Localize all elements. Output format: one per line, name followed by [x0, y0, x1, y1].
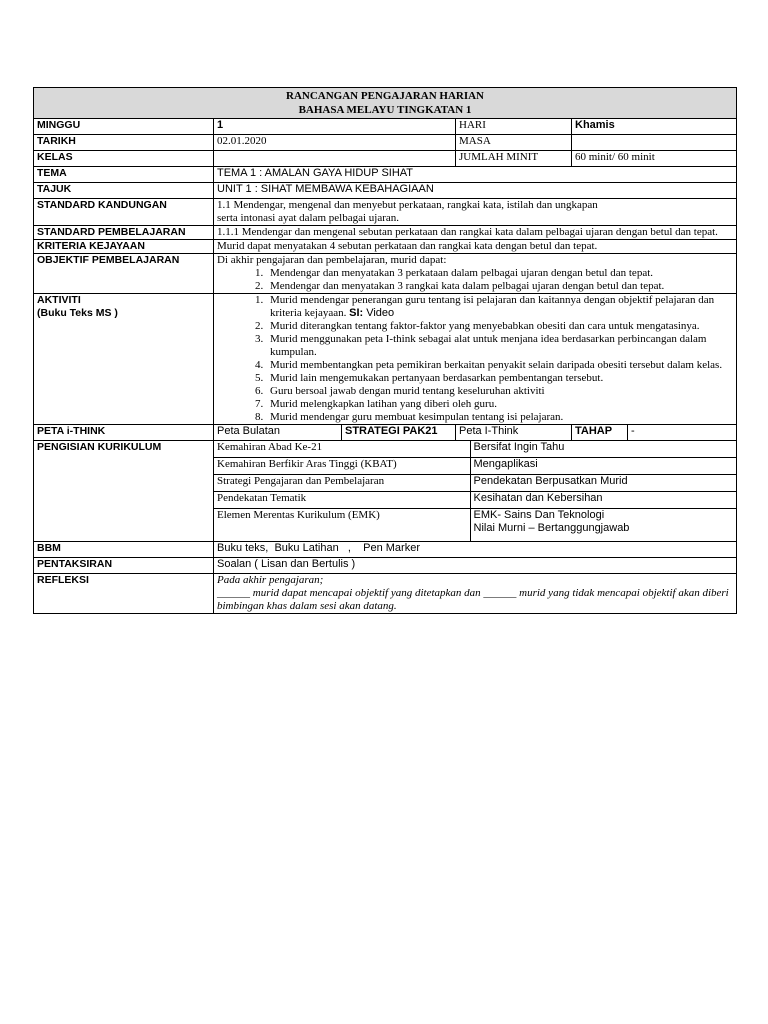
peta-row [34, 425, 737, 441]
aktiviti-content [214, 294, 737, 425]
kurikulum-content [214, 441, 737, 542]
objektif-intro: Di akhir pengajaran dan pembelajaran, murid dapat: [217, 254, 447, 266]
standard-pembelajaran-row [34, 226, 737, 240]
aktiviti-item: 6. Guru bersoal jawab dengan murid tentang keseluruhan aktiviti [266, 385, 733, 398]
lesson-plan-table [33, 87, 737, 614]
header-row [34, 88, 737, 119]
objektif-list [217, 267, 733, 293]
kelas-row [34, 151, 737, 167]
kriteria-label: KRITERIA KEJAYAAN [34, 240, 214, 254]
kurikulum-row [34, 441, 737, 542]
standard-pembelajaran-label: STANDARD PEMBELAJARAN [34, 226, 214, 240]
tajuk-label: TAJUK [34, 183, 214, 199]
minggu-row [34, 119, 737, 135]
tarikh-label: TARIKH [34, 135, 214, 151]
peta-value: Peta Bulatan [214, 425, 342, 441]
objektif-row [34, 254, 737, 294]
standard-kandungan-value [214, 199, 737, 226]
kurikulum-left: Strategi Pengajaran dan Pembelajaran [214, 475, 470, 492]
kurikulum-left: Kemahiran Abad Ke-21 [214, 441, 470, 458]
aktiviti-row [34, 294, 737, 425]
kurikulum-item [214, 475, 736, 492]
kurikulum-right: Pendekatan Berpusatkan Murid [470, 475, 736, 492]
aktiviti-item: 4. Murid membentangkan peta pemikiran berkaitan penyakit selain daripada obesiti tersebut dalam kelas. [266, 359, 733, 372]
aktiviti-label: AKTIVITI [37, 294, 81, 306]
strategi-label: STRATEGI PAK21 [342, 425, 456, 441]
masa-label: MASA [456, 135, 572, 151]
standard-kandungan-line-2: serta intonasi ayat dalam pelbagai ujaran. [217, 212, 400, 224]
tema-row [34, 167, 737, 183]
peta-label: PETA i-THINK [34, 425, 214, 441]
kurikulum-table [214, 441, 736, 541]
aktiviti-item: 5. Murid lain mengemukakan pertanyaan berdasarkan pembentangan tersebut. [266, 372, 733, 385]
standard-pembelajaran-value: 1.1.1 Mendengar dan mengenal sebutan perkataan dan rangkai kata dalam pelbagai ujaran dengan betul dan tepat. [214, 226, 737, 240]
objektif-content [214, 254, 737, 294]
kurikulum-right: Mengaplikasi [470, 458, 736, 475]
hari-label: HARI [456, 119, 572, 135]
refleksi-content [214, 574, 737, 614]
kurikulum-item [214, 458, 736, 475]
aktiviti-item-text: Murid mendengar penerangan guru tentang isi pelajaran dan kaitannya dengan objektif pelajaran dan kriteria kejayaan. [270, 294, 715, 319]
jumlah-minit-value: 60 minit/ 60 minit [572, 151, 737, 167]
kelas-label: KELAS [34, 151, 214, 167]
masa-value [572, 135, 737, 151]
kurikulum-right: EMK- Sains Dan Teknologi [473, 509, 605, 521]
standard-kandungan-line-1: 1.1 Mendengar, mengenal dan menyebut perkataan, rangkai kata, istilah dan ungkapan [217, 199, 598, 211]
standard-kandungan-label: STANDARD KANDUNGAN [34, 199, 214, 226]
kelas-value [214, 151, 456, 167]
kurikulum-right: Kesihatan dan Kebersihan [470, 492, 736, 509]
tarikh-row [34, 135, 737, 151]
refleksi-row [34, 574, 737, 614]
kurikulum-left: Pendekatan Tematik [214, 492, 470, 509]
kurikulum-item [214, 492, 736, 509]
jumlah-minit-label: JUMLAH MINIT [456, 151, 572, 167]
kurikulum-left: Elemen Merentas Kurikulum (EMK) [217, 509, 380, 521]
tarikh-value: 02.01.2020 [214, 135, 456, 151]
kurikulum-item [214, 509, 736, 542]
pentaksiran-value: Soalan ( Lisan dan Bertulis ) [214, 558, 737, 574]
si-marker: SI: [349, 307, 364, 319]
pentaksiran-label: PENTAKSIRAN [34, 558, 214, 574]
objektif-label: OBJEKTIF PEMBELAJARAN [34, 254, 214, 294]
minggu-label: MINGGU [34, 119, 214, 135]
tajuk-row [34, 183, 737, 199]
bbm-row [34, 542, 737, 558]
aktiviti-item: 8. Murid mendengar guru membuat kesimpulan tentang isi pelajaran. [266, 411, 733, 424]
kurikulum-left: Kemahiran Berfikir Aras Tinggi (KBAT) [214, 458, 470, 475]
aktiviti-item [266, 294, 733, 320]
aktiviti-item: 2. Murid diterangkan tentang faktor-faktor yang menyebabkan obesiti dan cara untuk mengatasinya. [266, 320, 733, 333]
lesson-plan-document [33, 87, 736, 614]
tahap-label: TAHAP [572, 425, 628, 441]
objektif-item: 2. Mendengar dan menyatakan 3 rangkai kata dalam pelbagai ujaran dengan betul dan tepat. [266, 280, 733, 293]
refleksi-line-1: Pada akhir pengajaran; [217, 574, 324, 586]
kurikulum-right-extra: Nilai Murni – Bertanggungjawab [473, 522, 630, 534]
aktiviti-item: 3. Murid menggunakan peta I-think sebagai alat untuk menjana idea berdasarkan perbincangan dalam kumpulan. [266, 333, 733, 359]
kurikulum-item [214, 441, 736, 458]
bbm-label: BBM [34, 542, 214, 558]
strategi-value: Peta I-Think [456, 425, 572, 441]
bbm-value: Buku teks, Buku Latihan , Pen Marker [214, 542, 737, 558]
kurikulum-right-cell [470, 509, 736, 542]
tema-value: TEMA 1 : AMALAN GAYA HIDUP SIHAT [214, 167, 737, 183]
kurikulum-label: PENGISIAN KURIKULUM [34, 441, 214, 542]
kurikulum-right: Bersifat Ingin Tahu [470, 441, 736, 458]
aktiviti-item: 7. Murid melengkapkan latihan yang diberi oleh guru. [266, 398, 733, 411]
refleksi-line-2: ______ murid dapat mencapai objektif yang ditetapkan dan ______ murid yang tidak mencapai objektif akan diberi bimbingan khas dalam sesi akan datang. [217, 587, 729, 612]
pentaksiran-row [34, 558, 737, 574]
refleksi-label: REFLEKSI [34, 574, 214, 614]
aktiviti-sublabel: (Buku Teks MS ) [37, 307, 118, 319]
standard-kandungan-row [34, 199, 737, 226]
tajuk-value: UNIT 1 : SIHAT MEMBAWA KEBAHAGIAAN [214, 183, 737, 199]
tahap-value: - [628, 425, 737, 441]
hari-value: Khamis [572, 119, 737, 135]
header-title: RANCANGAN PENGAJARAN HARIAN [286, 90, 484, 102]
header-subtitle: BAHASA MELAYU TINGKATAN 1 [298, 104, 472, 116]
aktiviti-label-cell [34, 294, 214, 425]
minggu-value: 1 [214, 119, 456, 135]
objektif-item: 1. Mendengar dan menyatakan 3 perkataan dalam pelbagai ujaran dengan betul dan tepat. [266, 267, 733, 280]
si-value: Video [363, 307, 395, 319]
tema-label: TEMA [34, 167, 214, 183]
kriteria-row [34, 240, 737, 254]
kriteria-value: Murid dapat menyatakan 4 sebutan perkataan dan rangkai kata dengan betul dan tepat. [214, 240, 737, 254]
aktiviti-list [217, 294, 733, 424]
